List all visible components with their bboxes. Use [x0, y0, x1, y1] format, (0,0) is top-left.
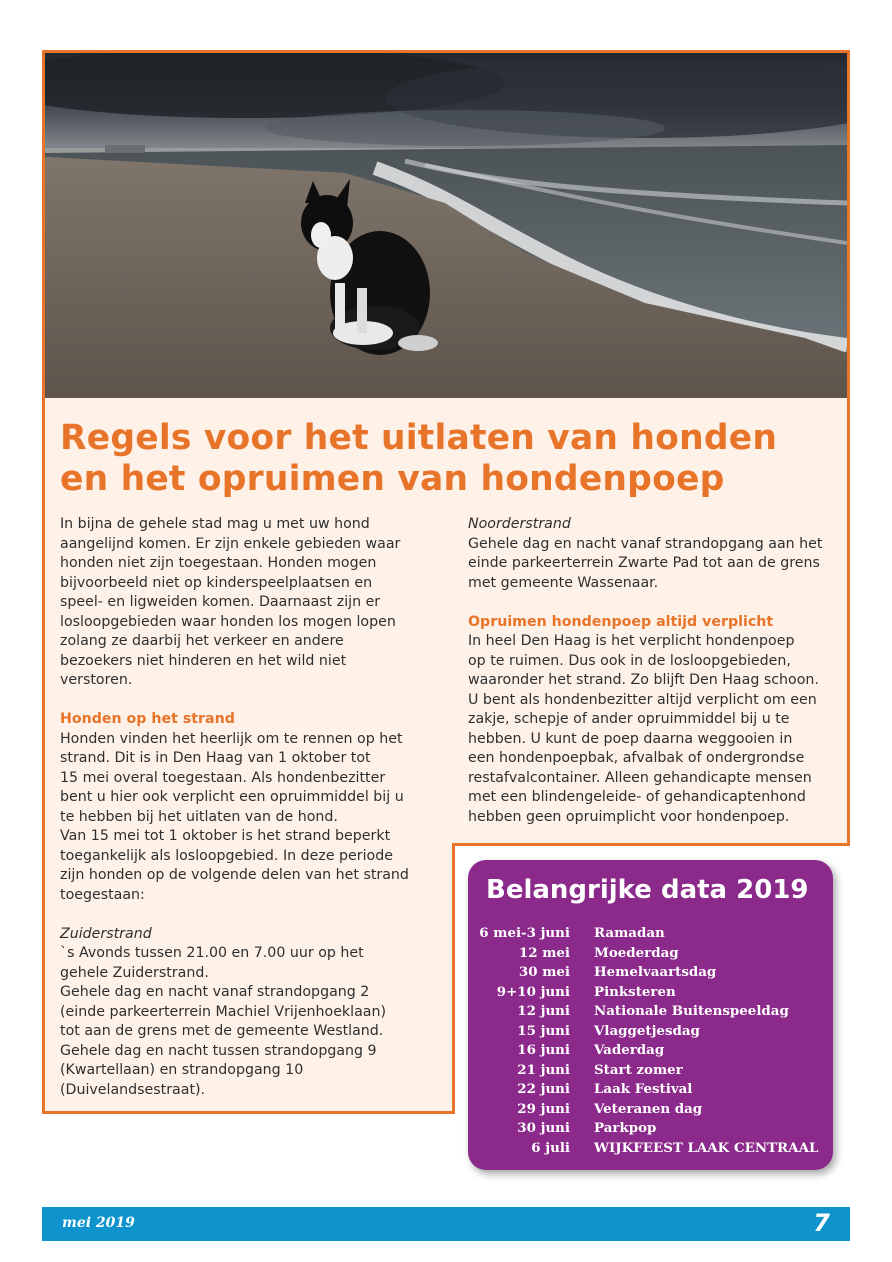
intro-line: In bijna de gehele stad mag u met uw hond [60, 516, 370, 532]
zuider-line: gehele Zuiderstrand. [60, 964, 209, 981]
strand-line: toegankelijk als losloopgebied. In deze periode [60, 847, 393, 864]
event-cell: Vaderdag [594, 1042, 665, 1058]
strand-line: zijn honden op de volgende delen van het strand [60, 867, 409, 883]
date-row [478, 983, 818, 1003]
date-row [478, 1041, 818, 1061]
date-cell: 6 mei-3 juni [479, 925, 570, 941]
date-cell: 12 mei [518, 944, 570, 961]
date-cell: 16 juni [517, 1042, 570, 1058]
strand-line: Van 15 mei tot 1 oktober is het strand beperkt [60, 828, 391, 844]
opruimen-line: restafvalcontainer. Alleen gehandicapte mensen [468, 769, 812, 786]
date-cell: 12 juni [517, 1003, 570, 1019]
event-cell: Pinksteren [594, 983, 676, 1000]
zuider-line: Gehele dag en nacht tussen strandopgang 9 [60, 1042, 377, 1059]
date-row [478, 1100, 818, 1120]
date-row [478, 1139, 818, 1159]
event-cell: Veteranen dag [594, 1100, 703, 1117]
strand-line: Honden vinden het heerlijk om te rennen op het [60, 730, 403, 747]
date-cell: 29 juni [517, 1100, 570, 1117]
zuider-line: (Kwartellaan) en strandopgang 10 [60, 1062, 304, 1078]
strand-heading: Honden op het strand [60, 711, 235, 727]
beach-dog-photo [45, 53, 847, 398]
left-column [60, 515, 440, 1100]
date-cell: 6 juli [531, 1139, 570, 1156]
zuider-line: (einde parkeerterrein Machiel Vrijenhoeklaan) [60, 1003, 387, 1020]
zuiderstrand-heading: Zuiderstrand [60, 925, 152, 942]
intro-line: bijvoorbeeld niet op kinderspeelplaatsen en [60, 574, 373, 591]
strand-line: 15 mei overal toegestaan. Als hondenbezitter [60, 769, 386, 786]
noorder-line: einde parkeerterrein Zwarte Pad tot aan de grens [468, 555, 820, 571]
opruimen-line: op te ruimen. Dus ook in de losloopgebieden, [468, 652, 791, 669]
issue-month: mei 2019 [62, 1215, 135, 1231]
title-line-2: en het opruimen van hondenpoep [60, 459, 725, 499]
opruimen-line: zakje, schepje of ander opruimmiddel bij u te [468, 711, 790, 727]
opruimen-line: hebben. U kunt de poep daarna weggooien in [468, 730, 793, 747]
date-cell: 21 juni [517, 1061, 570, 1078]
date-cell: 15 juni [517, 1022, 570, 1039]
event-cell: WIJKFEEST LAAK CENTRAAL [594, 1139, 819, 1156]
intro-line: losloopgebieden waar honden los mogen lopen [60, 613, 396, 630]
opruimen-line: waaronder het strand. Zo blijft Den Haag schoon. [468, 672, 819, 688]
zuider-line: Gehele dag en nacht vanaf strandopgang 2 [60, 984, 370, 1000]
noorder-line: Gehele dag en nacht vanaf strandopgang aan het [468, 535, 823, 552]
event-cell: Nationale Buitenspeeldag [594, 1003, 789, 1019]
strand-line: toegestaan: [60, 886, 145, 903]
date-cell: 22 juni [517, 1081, 570, 1097]
date-cell: 30 juni [517, 1120, 570, 1136]
strand-line: te hebben bij het uitlaten van de hond. [60, 808, 338, 825]
date-cell: 30 mei [518, 964, 570, 980]
event-cell: Vlaggetjesdag [594, 1022, 700, 1039]
strand-line: strand. Dit is in Den Haag van 1 oktober tot [60, 750, 371, 766]
event-cell: Laak Festival [594, 1081, 693, 1097]
event-cell: Moederdag [594, 944, 679, 961]
intro-line: zolang ze daarbij het verkeer en andere [60, 633, 344, 649]
date-row [478, 963, 818, 983]
date-row [478, 1080, 818, 1100]
page-footer [42, 1207, 850, 1241]
opruimen-line: In heel Den Haag is het verplicht hondenpoep [468, 633, 795, 649]
opruimen-line: een hondenpoepbak, afvalbak of ondergrondse [468, 750, 805, 766]
noorderstrand-heading: Noorderstrand [468, 516, 571, 532]
article-title [60, 418, 830, 500]
title-line-1: Regels voor het uitlaten van honden [60, 418, 778, 458]
date-row [478, 944, 818, 964]
important-dates-box [468, 860, 833, 1170]
intro-line: honden niet zijn toegestaan. Honden mogen [60, 555, 377, 571]
event-cell: Start zomer [594, 1061, 683, 1078]
event-cell: Parkpop [594, 1120, 657, 1136]
noorder-line: met gemeente Wassenaar. [468, 574, 659, 591]
event-cell: Ramadan [594, 925, 665, 941]
intro-line: aangelijnd komen. Er zijn enkele gebieden waar [60, 535, 401, 552]
dates-title: Belangrijke data 2019 [486, 875, 809, 905]
strand-line: bent u hier ook verplicht een opruimmiddel bij u [60, 789, 404, 805]
opruimen-heading: Opruimen hondenpoep altijd verplicht [468, 613, 774, 630]
date-row [478, 1022, 818, 1042]
page-number: 7 [813, 1209, 830, 1237]
intro-line: verstoren. [60, 672, 133, 688]
date-row [478, 1061, 818, 1081]
zuider-line: (Duivelandsestraat). [60, 1081, 206, 1098]
opruimen-line: U bent als hondenbezitter altijd verplicht om een [468, 691, 817, 708]
event-cell: Hemelvaartsdag [594, 964, 717, 980]
zuider-line: `s Avonds tussen 21.00 en 7.00 uur op het [60, 945, 364, 961]
intro-line: speel- en ligweiden komen. Daarnaast zijn er [60, 594, 381, 610]
date-row [478, 1119, 818, 1139]
dates-table [478, 924, 818, 1158]
date-row [478, 1002, 818, 1022]
opruimen-line: hebben geen opruimplicht voor hondenpoep. [468, 808, 790, 825]
zuider-line: tot aan de grens met de gemeente Westland. [60, 1023, 384, 1039]
intro-line: bezoekers niet hinderen en het wild niet [60, 652, 347, 669]
opruimen-line: met een blindengeleide- of gehandicaptenhond [468, 789, 806, 805]
date-cell: 9+10 juni [496, 983, 570, 1000]
right-column [468, 515, 838, 827]
date-row [478, 924, 818, 944]
